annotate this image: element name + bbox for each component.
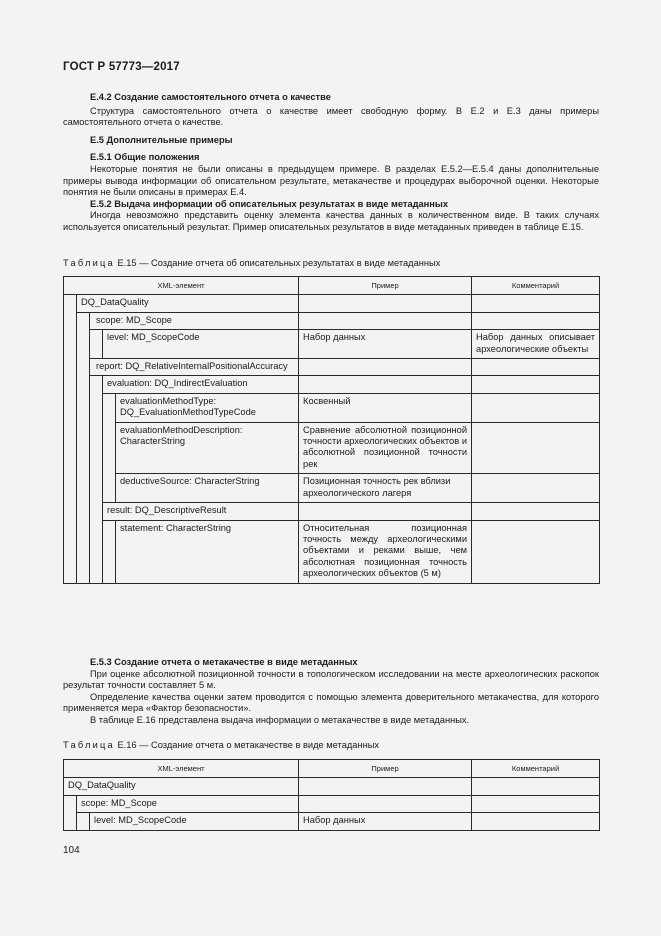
comment-cell (472, 520, 600, 583)
comment-cell (472, 795, 600, 812)
table15-col-xml: XML-элемент (64, 277, 299, 295)
comment-cell (472, 422, 600, 474)
table15-caption (63, 258, 440, 268)
xml-cell: scope: MD_Scope (90, 312, 299, 329)
xml-cell: report: DQ_RelativeInternalPositionalAccuracy (90, 359, 299, 376)
section-e51-title: Е.5.1 Общие положения (90, 152, 200, 163)
table16 (63, 759, 600, 831)
example-cell (299, 795, 472, 812)
example-cell: Сравнение абсолютной позиционной точности археологических объектов и абсолютной позиционной точности рек (299, 422, 472, 474)
xml-cell: evaluationMethodType: DQ_EvaluationMethodTypeCode (116, 393, 299, 422)
table-row (64, 376, 600, 393)
section-e5-title: Е.5 Дополнительные примеры (90, 134, 233, 145)
section-e53-p1: При оценке абсолютной позиционной точности в топологическом исследовании на месте археологических раскопок результат точности составляет 5 м. (63, 668, 599, 691)
example-cell: Набор данных (299, 813, 472, 830)
comment-cell (472, 393, 600, 422)
example-cell (299, 778, 472, 795)
table15 (63, 276, 600, 584)
section-e52-text: Иногда невозможно представить оценку элемента качества данных в количественном виде. В таких случаях используется описательный результат. Пример описательных результатов в виде метаданных приведен в таблице Е.15. (63, 210, 599, 232)
example-cell (299, 312, 472, 329)
example-cell (299, 376, 472, 393)
xml-cell: level: MD_ScopeCode (103, 330, 299, 359)
table16-caption-label: Таблица (63, 740, 115, 750)
table-row (64, 330, 600, 359)
section-e42 (63, 92, 599, 234)
xml-cell: level: MD_ScopeCode (90, 813, 299, 830)
table16-caption (63, 740, 379, 750)
example-cell: Косвенный (299, 393, 472, 422)
xml-cell: statement: CharacterString (116, 520, 299, 583)
example-cell (299, 295, 472, 312)
table-row (64, 295, 600, 312)
table16-col-example: Пример (299, 760, 472, 778)
table15-header-row (64, 277, 600, 295)
example-cell: Относительная позиционная точность между археологическими объектами и реками выше, чем абсолютная позиционная точность археологических объектов (5 м) (299, 520, 472, 583)
table15-col-comment: Комментарий (472, 277, 600, 295)
comment-cell (472, 295, 600, 312)
comment-cell (472, 474, 600, 503)
section-e53-title: Е.5.3 Создание отчета о метакачестве в виде метаданных (90, 657, 358, 667)
table-row (64, 312, 600, 329)
example-cell: Набор данных (299, 330, 472, 359)
section-e51-text: Некоторые понятия не были описаны в предыдущем примере. В разделах Е.5.2—Е.5.4 даны дополнительные примеры вывода информации об описательном результате, метакачестве и процедурах выборочной оценки. Некоторые понятия не были описаны в примерах Е.4. (63, 163, 599, 198)
table-row (64, 795, 600, 812)
xml-cell: DQ_DataQuality (64, 778, 299, 795)
comment-cell (472, 312, 600, 329)
table-row (64, 813, 600, 830)
xml-cell: DQ_DataQuality (77, 295, 299, 312)
comment-cell (472, 813, 600, 830)
table15-caption-label: Таблица (63, 258, 115, 268)
table-row (64, 359, 600, 376)
comment-cell (472, 503, 600, 520)
comment-cell (472, 359, 600, 376)
page-number: 104 (63, 845, 80, 856)
section-e52-title: Е.5.2 Выдача информации об описательных результатах в виде метаданных (90, 198, 449, 209)
table-row (64, 520, 600, 583)
comment-cell: Набор данных описывает археологические объекты (472, 330, 600, 359)
example-cell (299, 503, 472, 520)
table-row (64, 503, 600, 520)
table16-caption-text: Е.16 — Создание отчета о метакачестве в виде метаданных (114, 740, 380, 750)
xml-cell: scope: MD_Scope (77, 795, 299, 812)
table15-caption-text: Е.15 — Создание отчета об описательных результатах в виде метаданных (114, 258, 441, 268)
example-cell: Позиционная точность рек вблизи археологического лагеря (299, 474, 472, 503)
section-e53-p3: В таблице Е.16 представлена выдача информации о метакачестве в виде метаданных. (90, 714, 470, 725)
xml-cell: evaluation: DQ_IndirectEvaluation (103, 376, 299, 393)
table-row (64, 393, 600, 422)
document-header: ГОСТ Р 57773—2017 (63, 61, 180, 73)
section-e53-p2: Определение качества оценки затем проводится с помощью элемента доверительного метакачества, для которого применяется мера «Фактор безопасности». (63, 691, 599, 714)
table-row (64, 474, 600, 503)
xml-cell: deductiveSource: CharacterString (116, 474, 299, 503)
xml-cell: evaluationMethodDescription: CharacterString (116, 422, 299, 474)
table16-col-comment: Комментарий (472, 760, 600, 778)
section-e53 (63, 657, 599, 727)
table-row (64, 778, 600, 795)
section-e42-title: Е.4.2 Создание самостоятельного отчета о качестве (90, 92, 331, 102)
example-cell (299, 359, 472, 376)
table15-col-example: Пример (299, 277, 472, 295)
comment-cell (472, 376, 600, 393)
table16-col-xml: XML-элемент (64, 760, 299, 778)
table16-header-row (64, 760, 600, 778)
table-row (64, 422, 600, 474)
comment-cell (472, 778, 600, 795)
section-e42-text: Структура самостоятельного отчета о качестве имеет свободную форму. В Е.2 и Е.3 даны примеры самостоятельного отчета о качестве. (63, 105, 599, 128)
xml-cell: result: DQ_DescriptiveResult (103, 503, 299, 520)
